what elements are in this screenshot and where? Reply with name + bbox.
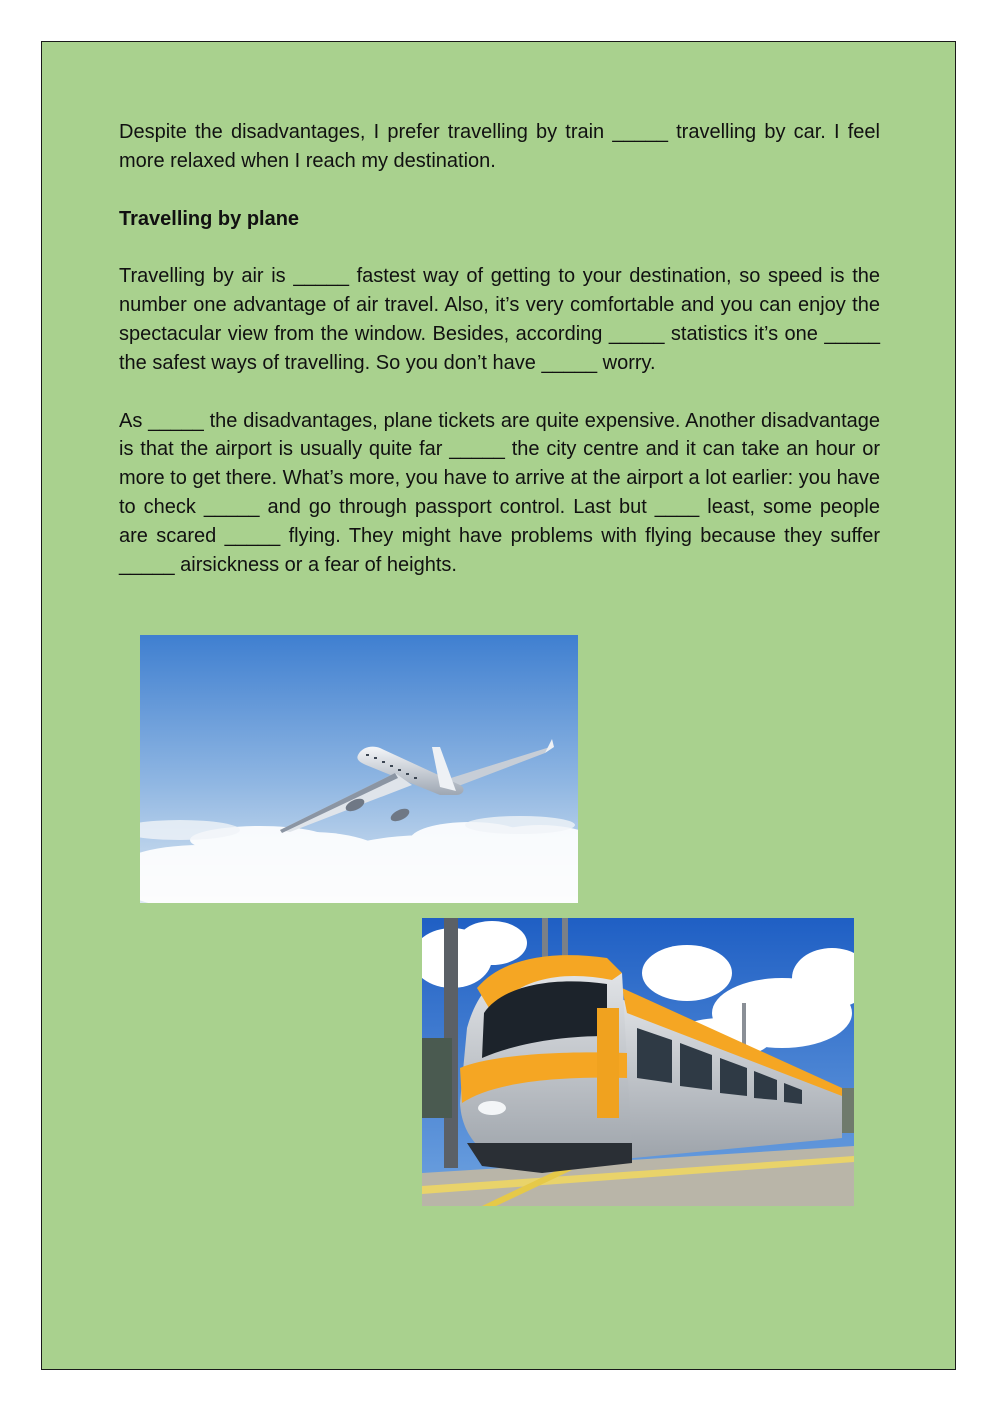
paragraph-plane-advantages: Travelling by air is _____ fastest way of getting to your destination, so speed is the number one advantage of air travel. Also, it’s very comfortable and you can enjoy the spectacular view from the window. Besides, according _____ statistics it’s one _____ the safest ways of travelling. So you don’t have _____ worry. bbox=[119, 265, 880, 374]
section-heading-plane: Travelling by plane bbox=[119, 207, 300, 230]
worksheet-text bbox=[119, 118, 880, 579]
commuter-train-icon bbox=[422, 918, 854, 1206]
paragraph-train-preference: Despite the disadvantages, I prefer travelling by train _____ travelling by car. I feel more relaxed when I reach my destination. bbox=[119, 121, 880, 172]
train-photo bbox=[422, 918, 854, 1206]
airplane-photo bbox=[140, 635, 578, 903]
airplane-in-sky-icon bbox=[140, 635, 578, 903]
paragraph-plane-disadvantages: As _____ the disadvantages, plane tickets are quite expensive. Another disadvantage is that the airport is usually quite far _____ the city centre and it can take an hour or more to get there. What’s more, you have to arrive at the airport a lot earlier: you have to check _____ and go through passport control. Last but ____ least, some people are scared _____ flying. They might have problems with flying because they suffer _____ airsickness or a fear of heights. bbox=[119, 409, 880, 576]
